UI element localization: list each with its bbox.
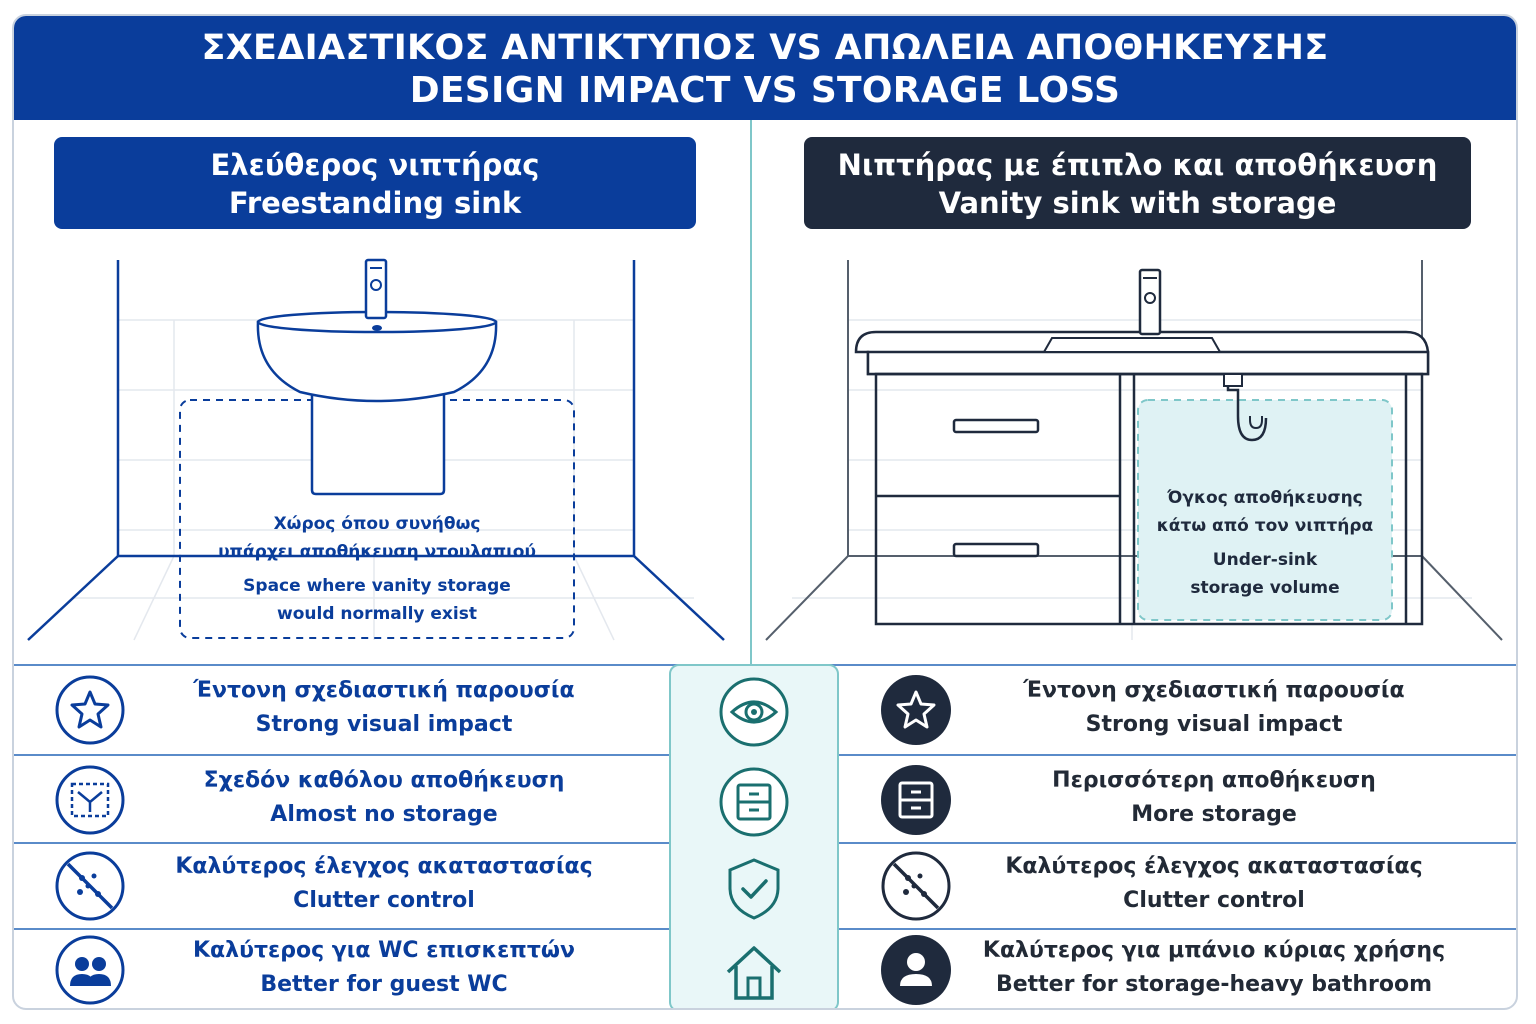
title-english: DESIGN IMPACT VS STORAGE LOSS bbox=[409, 70, 1121, 111]
freestanding-sink-header bbox=[54, 137, 696, 229]
empty-box-icon bbox=[54, 764, 126, 840]
infographic-frame bbox=[12, 14, 1518, 1010]
vanity-sink-greek: Νιπτήρας με έπιπλο και αποθήκευση bbox=[837, 148, 1438, 182]
callout-english-line2: would normally exist bbox=[277, 604, 477, 624]
row2-right-greek: Περισσότερη αποθήκευση bbox=[1052, 768, 1376, 793]
row4-left-english: Better for guest WC bbox=[260, 972, 508, 997]
row3-right-text bbox=[934, 850, 1494, 918]
star-icon bbox=[54, 674, 126, 750]
row3-left-english: Clutter control bbox=[293, 888, 475, 913]
row4-right-greek: Καλύτερος για μπάνιο κύριας χρήσης bbox=[982, 938, 1446, 963]
callout-english-line1: Space where vanity storage bbox=[243, 576, 511, 596]
row1-right-greek: Έντονη σχεδιαστική παρουσία bbox=[1023, 678, 1405, 703]
center-icon-column bbox=[669, 664, 839, 1010]
row3-left-text bbox=[134, 850, 634, 918]
row1-left-text bbox=[134, 674, 634, 742]
shield-check-icon bbox=[718, 852, 790, 928]
vanity-sink-english: Vanity sink with storage bbox=[938, 186, 1337, 220]
vanity-callout bbox=[1138, 484, 1392, 602]
freestanding-sink-greek: Ελεύθερος νιπτήρας bbox=[210, 148, 540, 182]
row2-left-english: Almost no storage bbox=[270, 802, 498, 827]
row3-right-english: Clutter control bbox=[1123, 888, 1305, 913]
row2-left-text bbox=[134, 764, 634, 832]
freestanding-sink-english: Freestanding sink bbox=[228, 186, 522, 220]
row1-right-english: Strong visual impact bbox=[1085, 712, 1343, 737]
callout-english-line1: Under-sink bbox=[1212, 550, 1318, 570]
row1-right-text bbox=[934, 674, 1494, 742]
row2-right-english: More storage bbox=[1131, 802, 1297, 827]
title-banner bbox=[14, 16, 1516, 120]
callout-greek-line2: υπάρχει αποθήκευση ντουλαπιού bbox=[218, 542, 536, 562]
row4-right-text bbox=[934, 934, 1494, 1002]
title-greek: ΣΧΕΔΙΑΣΤΙΚΟΣ ΑΝΤΙΚΤΥΠΟΣ VS ΑΠΩΛΕΙΑ ΑΠΟΘΗΚΕΥΣΗΣ bbox=[201, 28, 1329, 68]
row3-left-greek: Καλύτερος έλεγχος ακαταστασίας bbox=[175, 854, 593, 879]
people-icon bbox=[54, 934, 126, 1010]
callout-greek-line1: Όγκος αποθήκευσης bbox=[1167, 488, 1363, 508]
no-clutter-icon bbox=[54, 850, 126, 926]
row1-left-greek: Έντονη σχεδιαστική παρουσία bbox=[193, 678, 575, 703]
drawers-icon bbox=[718, 766, 790, 842]
callout-english-line2: storage volume bbox=[1190, 578, 1340, 598]
house-icon bbox=[718, 936, 790, 1010]
callout-greek-line1: Χώρος όπου συνήθως bbox=[273, 514, 481, 534]
row4-left-text bbox=[134, 934, 634, 1002]
row4-right-english: Better for storage-heavy bathroom bbox=[995, 972, 1433, 997]
row3-right-greek: Καλύτερος έλεγχος ακαταστασίας bbox=[1005, 854, 1423, 879]
vanity-sink-header bbox=[804, 137, 1471, 229]
freestanding-callout bbox=[180, 510, 574, 628]
callout-greek-line2: κάτω από τον νιπτήρα bbox=[1156, 516, 1374, 536]
row4-left-greek: Καλύτερος για WC επισκεπτών bbox=[193, 938, 575, 963]
row1-left-english: Strong visual impact bbox=[255, 712, 513, 737]
row2-left-greek: Σχεδόν καθόλου αποθήκευση bbox=[203, 768, 565, 793]
eye-icon bbox=[718, 676, 790, 752]
row2-right-text bbox=[934, 764, 1494, 832]
